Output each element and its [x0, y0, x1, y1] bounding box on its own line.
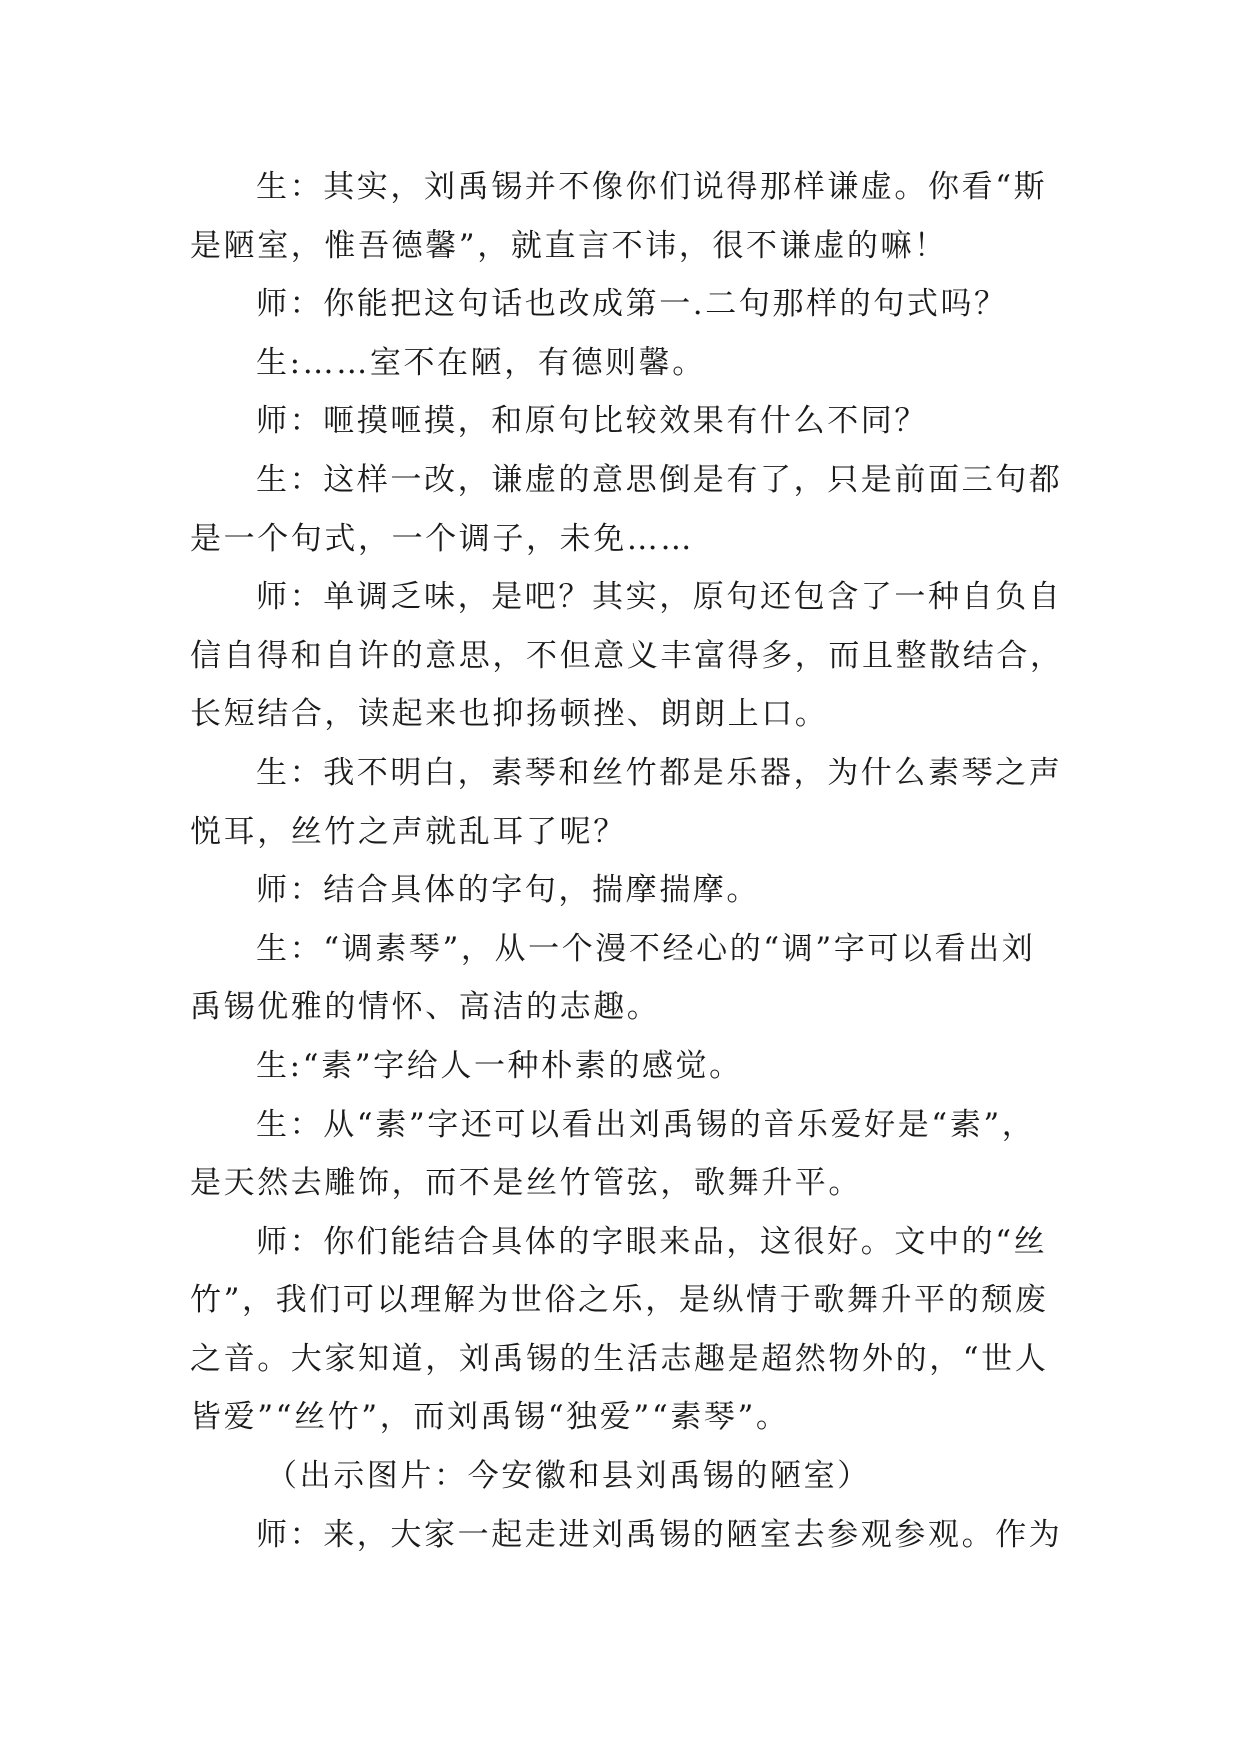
text-line: 师：来，大家一起走进刘禹锡的陋室去参观参观。作为	[256, 1516, 1063, 1553]
image-caption-line: （出示图片：今安徽和县刘禹锡的陋室）	[266, 1458, 871, 1495]
text-line: 长短结合，读起来也抑扬顿挫、朗朗上口。	[190, 696, 829, 733]
text-line: 禹锡优雅的情怀、高洁的志趣。	[190, 989, 661, 1026]
text-line: 悦耳，丝竹之声就乱耳了呢？	[190, 813, 627, 850]
text-line: 师：你能把这句话也改成第一.二句那样的句式吗？	[256, 286, 1008, 323]
text-line: 竹”，我们可以理解为世俗之乐，是纵情于歌舞升平的颓废	[190, 1282, 1049, 1319]
text-line: 生：“调素琴”，从一个漫不经心的“调”字可以看出刘	[256, 930, 1036, 967]
document-body	[190, 158, 1064, 1564]
text-line: 之音。大家知道，刘禹锡的生活志趣是超然物外的，“世人	[190, 1340, 1049, 1377]
text-line: 师：结合具体的字句，揣摩揣摩。	[256, 872, 760, 909]
text-line: 师：你们能结合具体的字眼来品，这很好。文中的“丝	[256, 1223, 1048, 1260]
text-line: 生：我不明白，素琴和丝竹都是乐器，为什么素琴之声	[256, 754, 1063, 791]
text-line: 生：这样一改，谦虚的意思倒是有了，只是前面三句都	[256, 461, 1063, 498]
text-line: 信自得和自许的意思，不但意义丰富得多，而且整散结合，	[190, 637, 1064, 674]
text-line: 师：单调乏味，是吧？其实，原句还包含了一种自负自	[256, 579, 1063, 616]
text-line: 是陋室，惟吾德馨”，就直言不讳，很不谦虚的嘛！	[190, 227, 948, 264]
text-line: 是一个句式，一个调子，未免……	[190, 520, 694, 557]
text-line: 生：其实，刘禹锡并不像你们说得那样谦虚。你看“斯	[256, 169, 1048, 205]
text-line: 生：从“素”字还可以看出刘禹锡的音乐爱好是“素”，	[256, 1106, 1036, 1143]
text-line: 师：咂摸咂摸，和原句比较效果有什么不同？	[256, 403, 928, 440]
text-line: 生:“素”字给人一种朴素的感觉。	[256, 1047, 743, 1084]
text-line: 是天然去雕饰，而不是丝竹管弦，歌舞升平。	[190, 1165, 862, 1202]
text-line: 生:……室不在陋，有德则馨。	[256, 344, 706, 381]
text-line: 皆爱”“丝竹”，而刘禹锡“独爱”“素琴”。	[190, 1399, 790, 1436]
